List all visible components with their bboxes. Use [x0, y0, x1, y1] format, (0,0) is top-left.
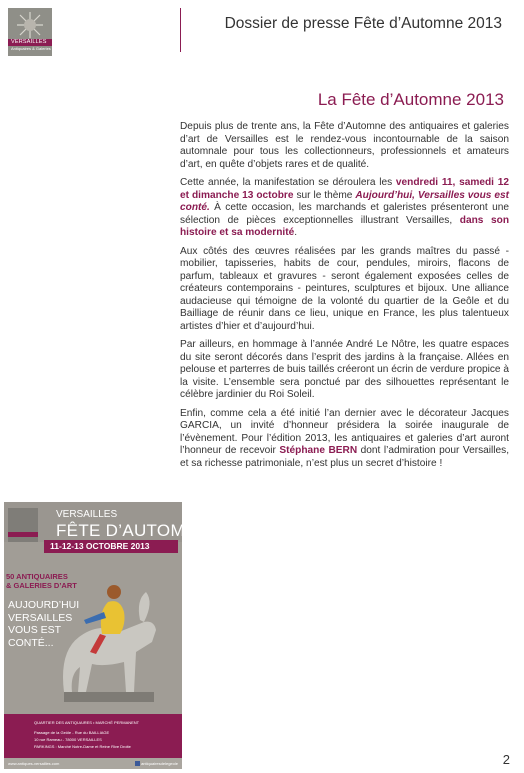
- guest-name: Stéphane BERN: [279, 445, 358, 456]
- poster-exhibitor-count: 50 ANTIQUAIRES & GALERIES D’ART: [6, 572, 77, 590]
- poster-footer-line: Passage de la Geôle - Rue du BAILLIAGE: [34, 730, 110, 735]
- poster-facebook: antiquairesdelegeole: [135, 761, 178, 766]
- poster-title: FÊTE D’AUTOMNE: [56, 521, 210, 540]
- poster-footer: [4, 714, 182, 758]
- header-divider: [180, 8, 181, 52]
- poster-brand: VERSAILLES: [56, 509, 118, 520]
- highlight-text: dans son histoire et sa modernité: [180, 214, 510, 238]
- versailles-logo: [8, 8, 52, 56]
- paragraph-dates: Cette année, la manifestation se déroulera les vendredi 11, samedi 12 et dimanche 13 octobre sur le thème Aujourd’hui, Versailles vous est conté. À cette occasion, les marchands et galeristes présenteront une sélection de pièces exceptionnelles illustrant Versailles, dans son histoire et sa modernité.: [180, 177, 510, 238]
- paragraph-intro: Depuis plus de trente ans, la Fête d’Automne des antiquaires et galeries d’art de Versailles est le rendez-vous incontournable de la saison automnale pour tous les collectionneurs, professionnels et amateurs d’art, en quête d’objets rares et de qualité.: [180, 121, 509, 170]
- poster-footer-line: 10 rue Rameau - 78000 VERSAILLES: [34, 737, 102, 742]
- event-theme: Aujourd’hui, Versailles vous est conté.: [180, 189, 509, 213]
- paragraph-works: Aux côtés des œuvres réalisées par les grands maîtres du passé - mobilier, tapisseries, habits de cour, pendules, miroirs, flacons de parfum, tableaux et gravures - seront également exposées celles de créateurs contemporains - peintures, sculptures et bijoux. Une alliance audacieuse qui témoigne de la volonté du quartier de la Geôle et du Bailliage de réunir dans ce lieu, unique en France, les plus talentueux artistes d’hier et d’aujourd’hui.: [180, 245, 509, 332]
- section-title: La Fête d’Automne 2013: [317, 90, 504, 109]
- facebook-icon: [135, 761, 140, 766]
- page-number: 2: [502, 752, 510, 767]
- paragraph-guest: Enfin, comme cela a été initié l’an dernier avec le décorateur Jacques GARCIA, un invité d’honneur présidera la soirée inaugurale de l’évènement. Pour l’édition 2013, les antiquaires et galeries d’art auront l’honneur de recevoir Stéphane BERN dont l’admiration pour Versailles, et sa richesse patrimoniale, n’est plus un secret d’histoire !: [180, 407, 510, 469]
- document-title: Dossier de presse Fête d’Automne 2013: [224, 15, 502, 32]
- paragraph-lenotre: Par ailleurs, en hommage à l’année André Le Nôtre, les quatre espaces du site seront décorés dans l’esprit des jardins à la française. Allées en pelouse et parterres de buis taillés créeront un écrin de verdure propice à la visite. L’ensemble sera ponctué par des silhouettes représentant le célèbre jardinier du Roi Soleil.: [180, 339, 509, 400]
- poster-website: www.antiques-versailles.com: [8, 761, 60, 766]
- logo-brand: VERSAILLES: [11, 39, 47, 45]
- poster-footer-line: PARKINGS : Marché Notre-Dame et Reine Rive Droite: [34, 744, 131, 749]
- sun-emblem-icon: [16, 11, 44, 39]
- poster-bottom-bar: [4, 758, 182, 769]
- poster-logo-band: [8, 532, 38, 537]
- poster-footer-line: QUARTIER DES ANTIQUAIRES • MARCHÉ PERMANENT: [34, 720, 140, 725]
- poster-theme: AUJOURD’HUI VERSAILLES VOUS EST CONTÉ...: [8, 599, 80, 649]
- event-poster: [4, 502, 210, 769]
- event-dates: vendredi 11, samedi 12 et dimanche 13 octobre: [180, 177, 509, 201]
- article-body: [180, 121, 509, 476]
- logo-subtitle: Antiquaires & Galeries: [11, 46, 51, 51]
- poster-dates: 11-12-13 OCTOBRE 2013: [44, 540, 178, 553]
